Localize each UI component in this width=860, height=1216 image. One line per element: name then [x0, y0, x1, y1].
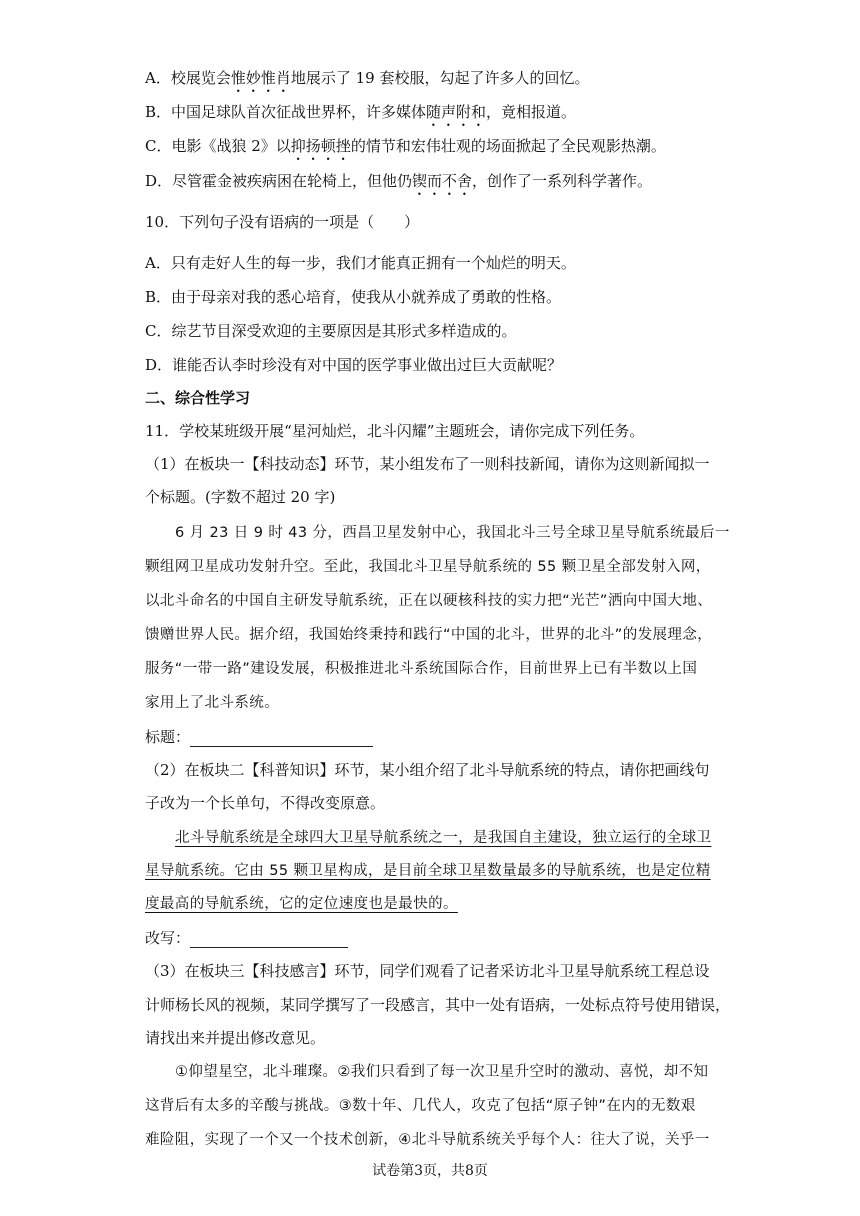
section-heading: 二、综合性学习 — [145, 389, 251, 407]
q11-part2-prompt-line1: （2）在板块二【科普知识】环节，某小组介绍了北斗导航系统的特点，请你把画线句 — [145, 761, 710, 779]
q10-stem: 10．下列句子没有语病的一项是（ ） — [145, 213, 420, 231]
emphasized-idiom: 惟妙惟肖 — [230, 69, 291, 87]
essay-line: 这背后有太多的辛酸与挑战。③数十年、几代人，攻克了包括“原子钟”在内的无数艰 — [145, 1098, 696, 1114]
q11-part3-prompt-line1: （3）在板块三【科技感言】环节，同学们观看了记者采访北斗卫星导航系统工程总设 — [145, 962, 710, 980]
rewrite-answer-blank[interactable] — [190, 929, 348, 948]
emphasized-idiom: 锲而不舍 — [412, 172, 473, 190]
q10-option-c: C．综艺节目深受欢迎的主要原因是其形式多样造成的。 — [145, 322, 517, 340]
q11-stem: 11．学校某班级开展“星河灿烂，北斗闪耀”主题班会，请你完成下列任务。 — [145, 422, 645, 440]
emphasized-idiom: 抑扬顿挫 — [290, 137, 351, 155]
underlined-sentence-line: 星导航系统。它由 55 颗卫星构成，是目前全球卫星数量最多的导航系统，也是定位精 — [145, 863, 711, 879]
q11-part2-prompt-line2: 子改为一个长单句，不得改变原意。 — [145, 794, 386, 812]
rewrite-label: 改写： — [145, 929, 191, 947]
essay-line: 难险阻，实现了一个又一个技术创新，④北斗导航系统关乎每个人：往大了说，关乎一 — [145, 1132, 710, 1148]
title-answer-row — [145, 727, 373, 747]
essay-line: ①仰望星空，北斗璀璨。②我们只看到了每一次卫星升空时的激动、喜悦，却不知 — [175, 1064, 709, 1080]
q10-option-d: D．谁能否认李时珍没有对中国的医学事业做出过巨大贡献呢？ — [145, 356, 563, 374]
rewrite-answer-row — [145, 928, 348, 948]
q11-part1-prompt-line1: （1）在板块一【科技动态】环节，某小组发布了一则科技新闻，请你为这则新闻拟一 — [145, 455, 710, 473]
news-line: 颗组网卫星成功发射升空。至此，我国北斗卫星导航系统的 55 颗卫星全部发射入网， — [145, 559, 711, 575]
news-line: 6 月 23 日 9 时 43 分，西昌卫星发射中心，我国北斗三号全球卫星导航系统最后一 — [175, 525, 730, 541]
title-label: 标题： — [145, 728, 191, 746]
news-line: 服务“一带一路”建设发展，积极推进北斗系统国际合作，目前世界上已有半数以上国 — [145, 661, 698, 677]
emphasized-idiom: 随声附和 — [426, 103, 487, 121]
q9-option-a: A．校展览会惟妙惟肖地展示了 19 套校服，勾起了许多人的回忆。 — [145, 69, 590, 87]
news-line: 馈赠世界人民。据介绍，我国始终秉持和践行“中国的北斗，世界的北斗”的发展理念， — [145, 627, 713, 643]
q9-option-c: C．电影《战狼 2》以抑扬顿挫的情节和宏伟壮观的场面掀起了全民观影热潮。 — [145, 137, 666, 155]
q11-part3-prompt-line2: 计师杨长风的视频，某同学撰写了一段感言，其中一处有语病，一处标点符号使用错误， — [145, 996, 731, 1014]
q11-part3-prompt-line3: 请找出来并提出修改意见。 — [145, 1029, 326, 1047]
title-answer-blank[interactable] — [190, 728, 373, 747]
q9-option-b: B．中国足球队首次征战世界杯，许多媒体随声附和，竟相报道。 — [145, 103, 577, 121]
underlined-sentence-line: 度最高的导航系统，它的定位速度也是最快的。 — [145, 896, 458, 912]
q11-part1-prompt-line2: 个标题。(字数不超过 20 字) — [145, 488, 336, 506]
q10-option-b: B．由于母亲对我的悉心培育，使我从小就养成了勇敢的性格。 — [145, 288, 562, 306]
q9-option-d: D．尽管霍金被疾病困在轮椅上，但他仍锲而不舍，创作了一系列科学著作。 — [145, 172, 653, 190]
news-line: 以北斗命名的中国自主研发导航系统，正在以硬核科技的实力把“光芒”洒向中国大地、 — [145, 593, 713, 609]
page-footer: 试卷第3页，共8页 — [372, 1163, 488, 1179]
news-line: 家用上了北斗系统。 — [145, 695, 280, 711]
q10-option-a: A．只有走好人生的每一步，我们才能真正拥有一个灿烂的明天。 — [145, 254, 576, 272]
underlined-sentence-line: 北斗导航系统是全球四大卫星导航系统之一，是我国自主建设，独立运行的全球卫 — [175, 830, 712, 846]
